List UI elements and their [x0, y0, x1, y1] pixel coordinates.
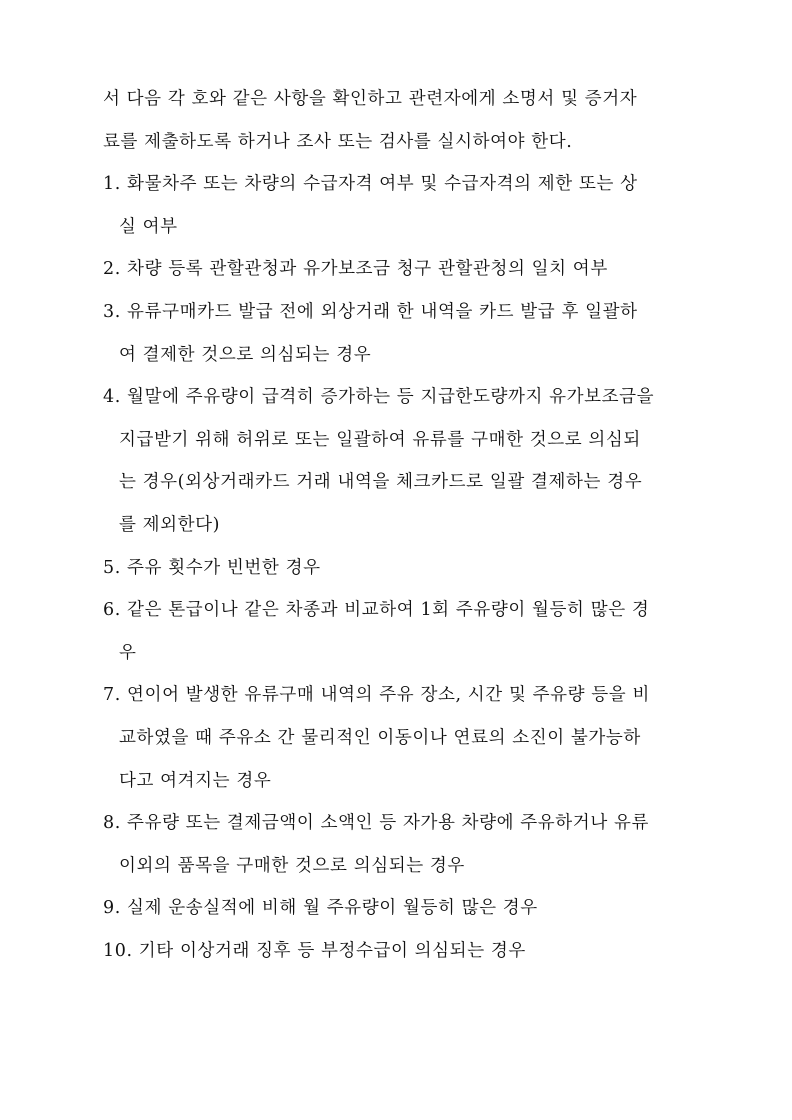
list-item-text: 10. 기타 이상거래 징후 등 부정수급이 의심되는 경우: [103, 940, 526, 961]
list-item-2: [103, 248, 691, 291]
list-item-text-continued: 이외의 품목을 구매한 것으로 의심되는 경우: [119, 855, 465, 876]
list-item-text-continued: 여 결제한 것으로 의심되는 경우: [119, 344, 372, 365]
list-item-1: [103, 163, 691, 248]
list-item-text-continued: 실 여부: [119, 216, 178, 237]
list-item-text-continued: 는 경우(외상거래카드 거래 내역을 체크카드로 일괄 결제하는 경우: [119, 472, 643, 493]
list-item-5: [103, 547, 691, 590]
list-item-8: [103, 802, 691, 887]
list-item-text: 1. 화물차주 또는 차량의 수급자격 여부 및 수급자격의 제한 또는 상: [103, 174, 638, 195]
list-item-text: 3. 유류구매카드 발급 전에 외상거래 한 내역을 카드 발급 후 일괄하: [103, 301, 638, 322]
list-item-9: [103, 887, 691, 930]
list-item-text: 4. 월말에 주유량이 급격히 증가하는 등 지급한도량까지 유가보조금을: [103, 387, 655, 408]
list-item-text-continued: 우: [119, 642, 137, 663]
list-item-text: 5. 주유 횟수가 빈번한 경우: [103, 557, 321, 578]
list-item-text: 8. 주유량 또는 결제금액이 소액인 등 자가용 차량에 주유하거나 유류: [103, 813, 649, 834]
list-item-text-continued: 다고 여겨지는 경우: [119, 770, 272, 791]
intro-line: 서 다음 각 호와 같은 사항을 확인하고 관련자에게 소명서 및 증거자: [103, 89, 638, 109]
list-item-text-continued: 를 제외한다): [119, 514, 221, 535]
list-item-7: [103, 674, 691, 802]
list-item-text: 9. 실제 운송실적에 비해 월 주유량이 월등히 많은 경우: [103, 898, 538, 919]
list-item-text: 7. 연이어 발생한 유류구매 내역의 주유 장소, 시간 및 주유량 등을 비: [103, 685, 650, 706]
list-item-6: [103, 589, 691, 674]
list-item-text: 6. 같은 톤급이나 같은 차종과 비교하여 1회 주유량이 월등히 많은 경: [103, 600, 650, 621]
list-item-4: [103, 376, 691, 546]
list-item-10: [103, 930, 691, 973]
list-item-text-continued: 교하였을 때 주유소 간 물리적인 이동이나 연료의 소진이 불가능하: [119, 727, 641, 748]
list-item-text: 2. 차량 등록 관할관청과 유가보조금 청구 관할관청의 일치 여부: [103, 259, 608, 280]
intro-paragraph: [103, 78, 691, 163]
list-item-text-continued: 지급받기 위해 허위로 또는 일괄하여 유류를 구매한 것으로 의심되: [119, 429, 641, 450]
intro-line: 료를 제출하도록 하거나 조사 또는 검사를 실시하여야 한다.: [103, 131, 573, 152]
document-body: [103, 78, 691, 972]
list-item-3: [103, 291, 691, 376]
